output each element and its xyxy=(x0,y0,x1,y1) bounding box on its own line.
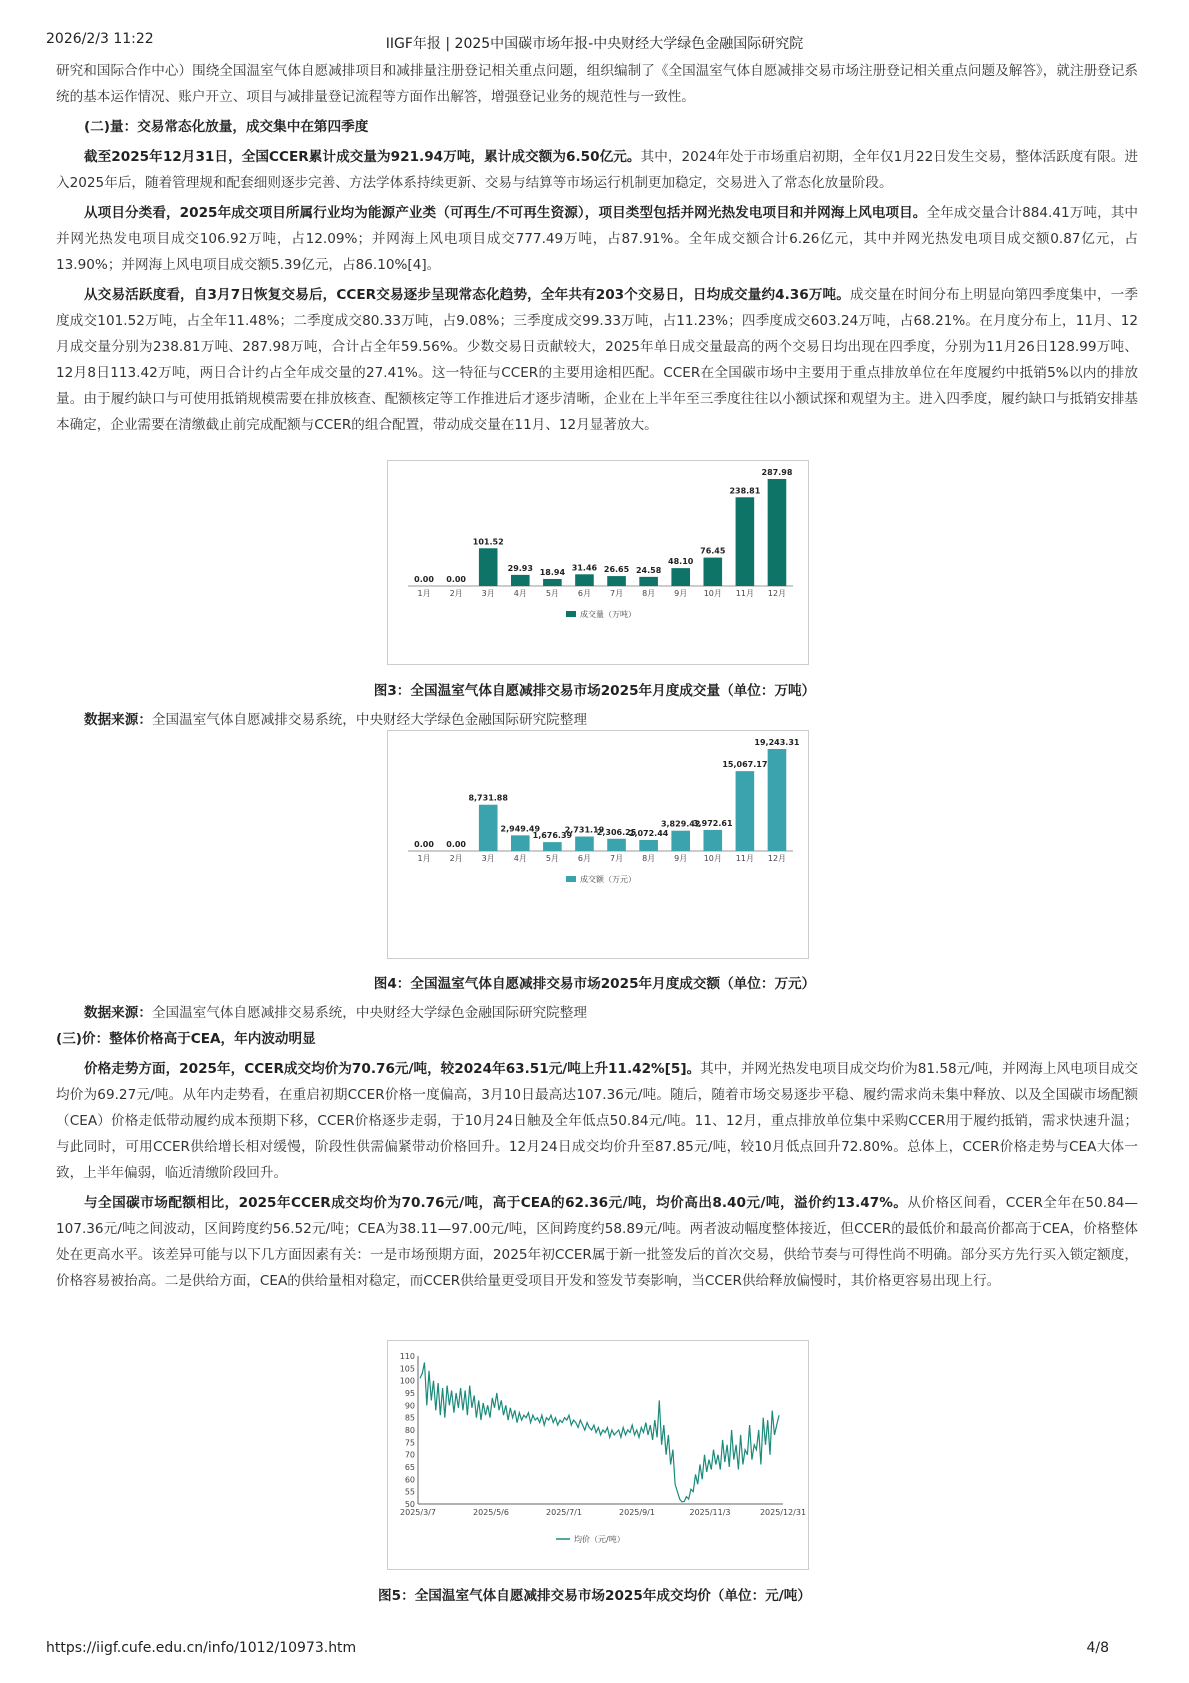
paragraph-2 xyxy=(56,200,1138,278)
fig3-tick-12: 12月 xyxy=(767,589,787,598)
fig3-tick-2: 2月 xyxy=(449,589,463,598)
paragraph-4-bold: 价格走势方面，2025年，CCER成交均价为70.76元/吨，较2024年63.51元/吨上升11.42%[5]。 xyxy=(84,1061,701,1077)
fig4-tick-5: 5月 xyxy=(545,854,559,863)
article-body-2 xyxy=(56,1026,1138,1298)
fig4-value-label-7: 2,306.25 xyxy=(596,827,637,837)
fig3-bar-12 xyxy=(768,479,787,586)
fig5-xtick-2: 2025/5/6 xyxy=(473,1508,509,1517)
section-heading-volume xyxy=(56,114,1138,140)
fig5-legend-label: 均价（元/吨） xyxy=(574,1535,625,1544)
fig5-xtick-3: 2025/7/1 xyxy=(546,1508,582,1517)
figure-4-chart xyxy=(387,730,809,959)
fig3-value-label-7: 26.65 xyxy=(603,565,630,575)
fig5-xtick-4: 2025/9/1 xyxy=(619,1508,655,1517)
figure-4-caption: 图4：全国温室气体自愿减排交易市场2025年月度成交额（单位：万元） xyxy=(373,976,816,992)
header-title: IIGF年报 | 2025中国碳市场年报-中央财经大学绿色金融国际研究院 xyxy=(385,36,804,52)
fig5-series-line xyxy=(420,1363,779,1502)
fig3-value-label-12: 287.98 xyxy=(761,468,793,477)
fig3-value-label-3: 101.52 xyxy=(472,537,504,547)
figure-3-svg xyxy=(388,461,808,664)
paragraph-2-text: 全年成交量合计884.41万吨，其中并网光热发电项目成交106.92万吨，占12.09%；并网海上风电项目成交777.49万吨，占87.91%。全年成交额合计6.26亿元，其中并网光热发电项目成交额0.87亿元，占13.90%；并网海上风电项目成交额5.39亿元，占86.10%[4]。 xyxy=(56,205,1138,273)
fig5-ytick-1: 50 xyxy=(404,1500,415,1509)
fig5-ytick-3: 60 xyxy=(404,1475,415,1485)
fig4-value-label-11: 15,067.17 xyxy=(722,760,768,770)
fig3-bar-7 xyxy=(607,576,626,586)
fig4-bar-5 xyxy=(543,842,562,851)
fig3-tick-3: 3月 xyxy=(481,589,495,598)
fig3-value-label-1: 0.00 xyxy=(414,575,434,584)
fig4-value-label-8: 2,072.44 xyxy=(628,829,669,839)
fig4-tick-3: 3月 xyxy=(481,854,495,863)
fig4-tick-6: 6月 xyxy=(577,854,592,863)
paragraph-4 xyxy=(56,1056,1138,1186)
fig3-bar-11 xyxy=(736,497,755,586)
fig5-ytick-8: 85 xyxy=(404,1413,415,1423)
paragraph-2-bold: 从项目分类看，2025年成交项目所属行业均为能源产业类（可再生/不可再生资源），项目类型包括并网光热发电项目和并网海上风电项目。 xyxy=(84,205,927,221)
fig3-tick-10: 10月 xyxy=(703,589,722,598)
fig3-tick-4: 4月 xyxy=(513,589,527,598)
figure-5-chart xyxy=(387,1340,809,1570)
fig5-ytick-13: 110 xyxy=(399,1352,415,1361)
fig4-value-label-6: 2,731.19 xyxy=(564,825,605,835)
figure-5-caption: 图5：全国温室气体自愿减排交易市场2025年成交均价（单位：元/吨） xyxy=(378,1588,811,1604)
figure-3-source-text: 全国温室气体自愿减排交易系统，中央财经大学绿色金融国际研究院整理 xyxy=(151,712,587,728)
fig3-value-label-4: 29.93 xyxy=(507,563,533,573)
fig4-value-label-4: 2,949.49 xyxy=(500,824,541,834)
footer-page-number: 4/8 xyxy=(1086,1640,1109,1656)
fig4-bar-10 xyxy=(703,830,722,851)
fig5-ytick-5: 70 xyxy=(404,1450,415,1460)
fig4-value-label-9: 3,829.42 xyxy=(660,819,701,829)
fig4-value-label-5: 1,676.39 xyxy=(532,831,573,841)
figure-3-source xyxy=(84,708,587,728)
paragraph-5 xyxy=(56,1190,1138,1294)
fig4-value-label-1: 0.00 xyxy=(414,840,434,849)
fig4-tick-9: 9月 xyxy=(674,854,688,863)
fig4-value-label-2: 0.00 xyxy=(446,840,466,849)
figure-5-svg xyxy=(388,1341,808,1569)
figure-4-source xyxy=(84,1001,587,1021)
fig5-xtick-1: 2025/3/7 xyxy=(400,1508,436,1517)
fig3-bar-6 xyxy=(575,574,594,586)
fig3-bar-10 xyxy=(703,558,722,586)
section-heading-price xyxy=(56,1026,1138,1052)
fig4-value-label-3: 8,731.88 xyxy=(468,793,508,803)
fig3-value-label-11: 238.81 xyxy=(729,486,761,496)
fig4-bar-11 xyxy=(736,771,755,851)
fig3-bar-8 xyxy=(639,577,658,586)
fig5-xtick-6: 2025/12/31 xyxy=(759,1508,807,1517)
fig3-bar-3 xyxy=(479,548,498,586)
fig5-ytick-6: 75 xyxy=(404,1438,415,1448)
figure-3-caption: 图3：全国温室气体自愿减排交易市场2025年月度成交量（单位：万吨） xyxy=(373,683,816,699)
fig4-tick-1: 1月 xyxy=(417,854,431,863)
paragraph-5-text: 从价格区间看，CCER全年在50.84—107.36元/吨之间波动，区间跨度约56.52元/吨；CEA为38.11—97.00元/吨，区间跨度约58.89元/吨。两者波动幅度整体接近，但CCER的最低价和最高价都高于CEA，价格整体处在更高水平。该差异可能与以下几方面因素有关：一是市场预期方面，2025年初CCER属于新一批签发后的首次交易，供给节奏与可得性尚不明确。部分买方先行买入锁定额度，价格容易被抬高。二是供给方面，CEA的供给量相对稳定，而CCER供给量更受项目开发和签发节奏影响，当CCER供给释放偏慢时，其价格更容易出现上行。 xyxy=(56,1195,1138,1289)
section-heading-price-text: (三)价：整体价格高于CEA，年内波动明显 xyxy=(56,1031,316,1047)
fig4-tick-7: 7月 xyxy=(609,854,624,863)
fig4-value-label-12: 19,243.31 xyxy=(754,738,800,747)
fig5-ytick-10: 95 xyxy=(404,1389,415,1398)
fig3-tick-9: 9月 xyxy=(674,589,688,598)
paragraph-3 xyxy=(56,282,1138,438)
figure-4-source-label: 数据来源： xyxy=(84,1005,152,1021)
fig4-tick-4: 4月 xyxy=(513,854,527,863)
paragraph-1-bold: 截至2025年12月31日，全国CCER累计成交量为921.94万吨，累计成交额为6.50亿元。 xyxy=(84,149,641,165)
header-datetime: 2026/2/3 11:22 xyxy=(46,31,154,47)
fig4-bar-9 xyxy=(671,831,690,851)
fig4-value-label-10: 3,972.61 xyxy=(693,818,733,828)
figure-4-source-text: 全国温室气体自愿减排交易系统，中央财经大学绿色金融国际研究院整理 xyxy=(151,1005,587,1021)
fig3-tick-1: 1月 xyxy=(417,589,431,598)
fig4-legend-swatch xyxy=(566,876,576,882)
fig3-tick-7: 7月 xyxy=(609,589,624,598)
fig5-ytick-11: 100 xyxy=(399,1376,415,1386)
figure-4-svg xyxy=(388,731,808,958)
paragraph-3-text: 成交量在时间分布上明显向第四季度集中，一季度成交101.52万吨，占全年11.48%；二季度成交80.33万吨，占9.08%；三季度成交99.33万吨，占11.23%；四季度成交603.24万吨，占68.21%。在月度分布上，11月、12月成交量分别为238.81万吨、287.98万吨，合计占全年59.56%。少数交易日贡献较大，2025年单日成交量最高的两个交易日均出现在四季度，分别为11月26日128.99万吨、12月8日113.42万吨，两日合计约占全年成交量的27.41%。这一特征与CCER的主要用途相匹配。CCER在全国碳市场中主要用于重点排放单位在年度履约中抵销5%以内的排放量。由于履约缺口与可使用抵销规模需要在排放核查、配额核定等工作推进后才逐步清晰，企业在上半年至三季度往往以小额试探和观望为主。进入四季度，履约缺口与抵销安排基本确定，企业需要在清缴截止前完成配额与CCER的组合配置，带动成交量在11月、12月显著放大。 xyxy=(56,287,1138,433)
fig4-bar-8 xyxy=(639,840,658,851)
fig4-bar-3 xyxy=(479,805,498,851)
fig5-ytick-9: 90 xyxy=(404,1401,415,1411)
paragraph-1 xyxy=(56,144,1138,196)
fig3-legend-swatch xyxy=(566,611,576,617)
fig5-ytick-2: 55 xyxy=(404,1487,415,1497)
fig3-tick-6: 6月 xyxy=(577,589,592,598)
fig3-value-label-10: 76.45 xyxy=(700,546,726,556)
fig3-value-label-8: 24.58 xyxy=(635,565,662,575)
fig3-bar-9 xyxy=(671,568,690,586)
fig4-tick-11: 11月 xyxy=(735,854,754,863)
fig4-bar-6 xyxy=(575,837,594,851)
fig4-legend-label: 成交额（万元） xyxy=(580,875,636,884)
paragraph-3-bold: 从交易活跃度看，自3月7日恢复交易后，CCER交易逐步呈现常态化趋势，全年共有203个交易日，日均成交量约4.36万吨。 xyxy=(84,287,850,303)
article-body xyxy=(56,58,1138,442)
fig4-tick-10: 10月 xyxy=(703,854,722,863)
fig5-xtick-5: 2025/11/3 xyxy=(689,1508,731,1517)
figure-3-chart xyxy=(387,460,809,665)
fig3-value-label-6: 31.46 xyxy=(571,563,598,573)
fig3-bar-5 xyxy=(543,579,562,586)
fig5-ytick-12: 105 xyxy=(399,1364,415,1374)
fig3-tick-11: 11月 xyxy=(735,589,754,598)
fig4-tick-8: 8月 xyxy=(642,854,656,863)
fig3-legend-label: 成交量（万吨） xyxy=(580,610,636,619)
fig4-bar-7 xyxy=(607,839,626,851)
fig3-tick-8: 8月 xyxy=(642,589,656,598)
footer-url: https://iigf.cufe.edu.cn/info/1012/10973.htm xyxy=(46,1640,357,1656)
paragraph-4-text: 其中，并网光热发电项目成交均价为81.58元/吨，并网海上风电项目成交均价为69.27元/吨。从年内走势看，在重启初期CCER价格一度偏高，3月10日最高达107.36元/吨。随后，随着市场交易逐步平稳、履约需求尚未集中释放、以及全国碳市场配额（CEA）价格走低带动履约成本预期下移，CCER价格逐步走弱，于10月24日触及全年低点50.84元/吨。11、12月，重点排放单位集中采购CCER用于履约抵销，需求快速升温；与此同时，可用CCER供给增长相对缓慢，阶段性供需偏紧带动价格回升。12月24日成交均价升至87.85元/吨，较10月低点回升72.80%。总体上，CCER价格走势与CEA大体一致，上半年偏弱，临近清缴阶段回升。 xyxy=(56,1061,1138,1181)
paragraph-5-bold: 与全国碳市场配额相比，2025年CCER成交均价为70.76元/吨，高于CEA的62.36元/吨，均价高出8.40元/吨，溢价约13.47%。 xyxy=(84,1195,908,1211)
fig5-ytick-7: 80 xyxy=(404,1426,415,1435)
figure-3-source-label: 数据来源： xyxy=(84,712,152,728)
fig3-tick-5: 5月 xyxy=(545,589,559,598)
section-heading-volume-text: (二)量：交易常态化放量，成交集中在第四季度 xyxy=(84,119,369,135)
fig4-bar-12 xyxy=(768,749,787,851)
fig5-ytick-4: 65 xyxy=(404,1463,415,1472)
fig4-tick-12: 12月 xyxy=(767,854,787,863)
fig3-value-label-5: 18.94 xyxy=(539,567,566,577)
fig3-bar-4 xyxy=(511,575,530,586)
fig4-bar-4 xyxy=(511,835,530,851)
fig4-tick-2: 2月 xyxy=(449,854,463,863)
paragraph-0: 研究和国际合作中心）围绕全国温室气体自愿减排项目和减排量注册登记相关重点问题，组织编制了《全国温室气体自愿减排交易市场注册登记相关重点问题及解答》，就注册登记系统的基本运作情况、账户开立、项目与减排量登记流程等方面作出解答，增强登记业务的规范性与一致性。 xyxy=(56,63,1138,105)
fig3-value-label-2: 0.00 xyxy=(446,575,466,584)
fig3-value-label-9: 48.10 xyxy=(668,557,694,567)
paragraph-1-text: 其中，2024年处于市场重启初期，全年仅1月22日发生交易，整体活跃度有限。进入2025年后，随着管理规和配套细则逐步完善、方法学体系持续更新、交易与结算等市场运行机制更加稳定，交易进入了常态化放量阶段。 xyxy=(56,149,1138,191)
